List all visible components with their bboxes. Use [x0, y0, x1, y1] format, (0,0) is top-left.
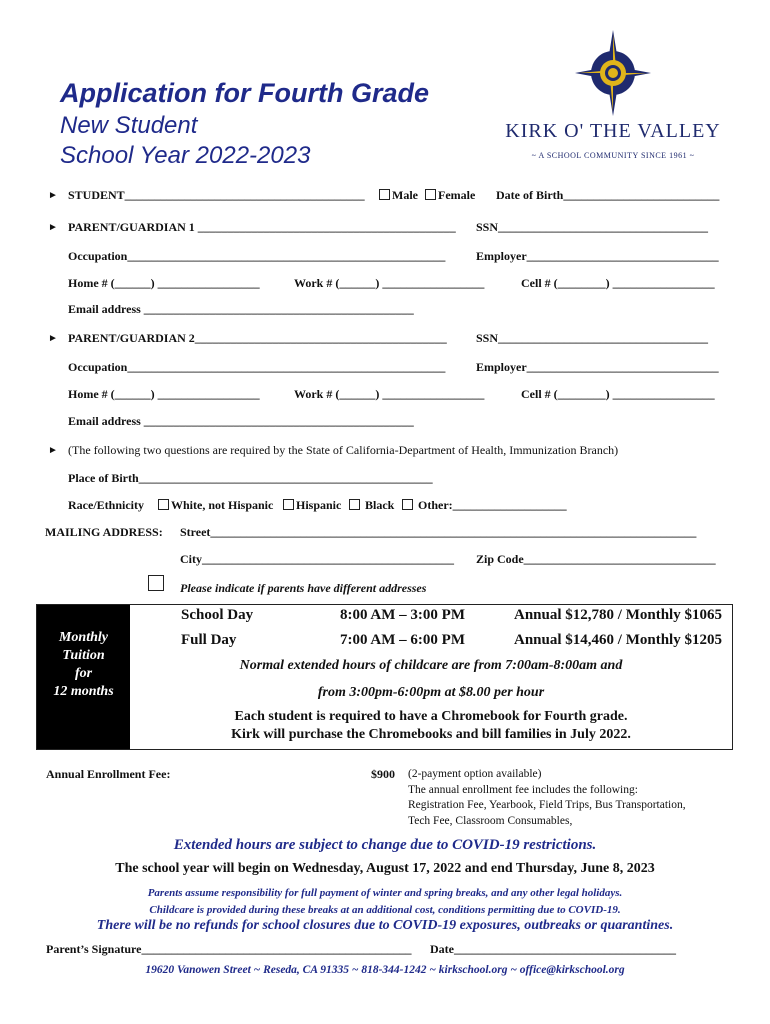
tuition-side-line: Monthly	[58, 630, 108, 645]
parent1-cell-phone-field[interactable]: Cell # (________) _________________	[521, 276, 715, 290]
no-refunds-notice: There will be no refunds for school closures due to COVID-19 exposures, outbreaks or quarantines.	[96, 918, 674, 933]
chromebook-line2: Kirk will purchase the Chromebooks and bill families in July 2022.	[231, 727, 631, 742]
parent2-occupation-field[interactable]: Occupation_____________________________________________________	[68, 360, 446, 374]
page-title: Application for Fourth Grade	[60, 78, 429, 108]
bullet-arrow-icon: ►	[48, 222, 58, 233]
parent1-ssn-field[interactable]: SSN___________________________________	[476, 220, 709, 234]
bullet-arrow-icon: ►	[48, 190, 58, 201]
parent1-work-phone-field[interactable]: Work # (______) _________________	[294, 276, 485, 290]
parent1-name-field[interactable]: PARENT/GUARDIAN 1 ___________________________________________	[68, 220, 456, 234]
street-field[interactable]: Street_________________________________________________________________________________	[180, 525, 697, 539]
parent2-ssn-field[interactable]: SSN___________________________________	[476, 331, 709, 345]
race-ethnicity-label: Race/Ethnicity	[68, 498, 144, 512]
tuition-side-panel	[37, 605, 130, 749]
fee-detail-line: (2-payment option available)	[408, 768, 542, 780]
school-day-hours: 8:00 AM – 3:00 PM	[340, 607, 465, 623]
white-checkbox[interactable]	[158, 499, 169, 510]
parent2-employer-field[interactable]: Employer________________________________	[476, 360, 719, 374]
school-contact-address: 19620 Vanowen Street ~ Reseda, CA 91335 ~ 818-344-1242 ~ kirkschool.org ~ office@kirkschool.org	[145, 964, 625, 976]
parent2-name-field[interactable]: PARENT/GUARDIAN 2__________________________________________	[68, 331, 447, 345]
logo-name: KIRK O' THE VALLEY	[505, 120, 721, 142]
parent2-email-field[interactable]: Email address _____________________________________________	[68, 414, 414, 428]
parent2-work-phone-field[interactable]: Work # (______) _________________	[294, 387, 485, 401]
compass-star-icon	[573, 28, 653, 118]
tuition-side-line: 12 months	[53, 684, 114, 699]
parent1-occupation-field[interactable]: Occupation_____________________________________________________	[68, 249, 446, 263]
female-checkbox[interactable]	[425, 189, 436, 200]
fee-detail-line: Tech Fee, Classroom Consumables,	[408, 814, 573, 827]
different-addresses-checkbox[interactable]	[148, 575, 164, 591]
tuition-box	[36, 604, 733, 750]
extended-hours-line2: from 3:00pm-6:00pm at $8.00 per hour	[317, 685, 545, 700]
student-name-field[interactable]: STUDENT________________________________________	[68, 188, 365, 202]
bullet-arrow-icon: ►	[48, 445, 58, 456]
race-other-option[interactable]: Other:___________________	[402, 498, 567, 513]
enrollment-fee-amount: $900	[371, 767, 395, 781]
different-addresses-label: Please indicate if parents have different addresses	[180, 581, 427, 595]
enrollment-fee-details	[408, 767, 686, 829]
logo-tagline: ~ A SCHOOL COMMUNITY SINCE 1961 ~	[531, 151, 695, 160]
male-option[interactable]: Male	[379, 188, 418, 203]
responsibility-line2: Childcare is provided during these breaks at an additional cost, conditions permitting due to COVID-19.	[149, 904, 621, 916]
parent1-employer-field[interactable]: Employer________________________________	[476, 249, 719, 263]
parent1-email-field[interactable]: Email address _____________________________________________	[68, 302, 414, 316]
health-note: (The following two questions are required by the State of California-Department of Health, Immunization Branch)	[68, 443, 619, 457]
tuition-side-line: Tuition	[62, 648, 105, 663]
place-of-birth-field[interactable]: Place of Birth_________________________________________________	[68, 471, 433, 485]
fee-detail-line: The annual enrollment fee includes the following:	[408, 783, 638, 796]
responsibility-line1: Parents assume responsibility for full payment of winter and spring breaks, and any other legal holidays.	[147, 887, 623, 899]
full-day-hours: 7:00 AM – 6:00 PM	[340, 632, 465, 648]
mailing-address-label: MAILING ADDRESS:	[45, 525, 163, 539]
fee-detail-line: Registration Fee, Yearbook, Field Trips, Bus Transportation,	[408, 799, 686, 811]
zip-code-field[interactable]: Zip Code________________________________	[476, 552, 716, 566]
hispanic-checkbox[interactable]	[283, 499, 294, 510]
enrollment-fee-label: Annual Enrollment Fee:	[46, 767, 171, 781]
school-day-price: Annual $12,780 / Monthly $1065	[514, 607, 722, 623]
bullet-arrow-icon: ►	[48, 333, 58, 344]
school-logo	[500, 28, 726, 168]
parent2-cell-phone-field[interactable]: Cell # (________) _________________	[521, 387, 715, 401]
black-checkbox[interactable]	[349, 499, 360, 510]
page-subtitle-new-student: New Student	[60, 112, 198, 139]
tuition-side-line: for	[74, 666, 93, 681]
chromebook-line1: Each student is required to have a Chromebook for Fourth grade.	[234, 709, 628, 724]
female-option[interactable]: Female	[425, 188, 475, 203]
school-year-dates: The school year will begin on Wednesday, August 17, 2022 and end Thursday, June 8, 2023	[115, 861, 655, 876]
race-hispanic-option[interactable]: Hispanic	[283, 498, 341, 513]
extended-hours-line1: Normal extended hours of childcare are from 7:00am-8:00am and	[239, 658, 623, 673]
city-field[interactable]: City__________________________________________	[180, 552, 454, 566]
race-white-option[interactable]: White, not Hispanic	[158, 498, 273, 513]
signature-date-field[interactable]: Date_____________________________________	[430, 942, 676, 956]
race-black-option[interactable]: Black	[349, 498, 394, 513]
parent-signature-field[interactable]: Parent’s Signature_____________________________________________	[46, 942, 412, 956]
male-checkbox[interactable]	[379, 189, 390, 200]
parent2-home-phone-field[interactable]: Home # (______) _________________	[68, 387, 260, 401]
covid-notice: Extended hours are subject to change due to COVID-19 restrictions.	[173, 837, 597, 853]
other-checkbox[interactable]	[402, 499, 413, 510]
page-subtitle-school-year: School Year 2022-2023	[60, 142, 311, 169]
date-of-birth-field[interactable]: Date of Birth__________________________	[496, 188, 720, 202]
full-day-price: Annual $14,460 / Monthly $1205	[514, 632, 722, 648]
full-day-name: Full Day	[181, 632, 237, 648]
parent1-home-phone-field[interactable]: Home # (______) _________________	[68, 276, 260, 290]
school-day-name: School Day	[181, 607, 254, 623]
